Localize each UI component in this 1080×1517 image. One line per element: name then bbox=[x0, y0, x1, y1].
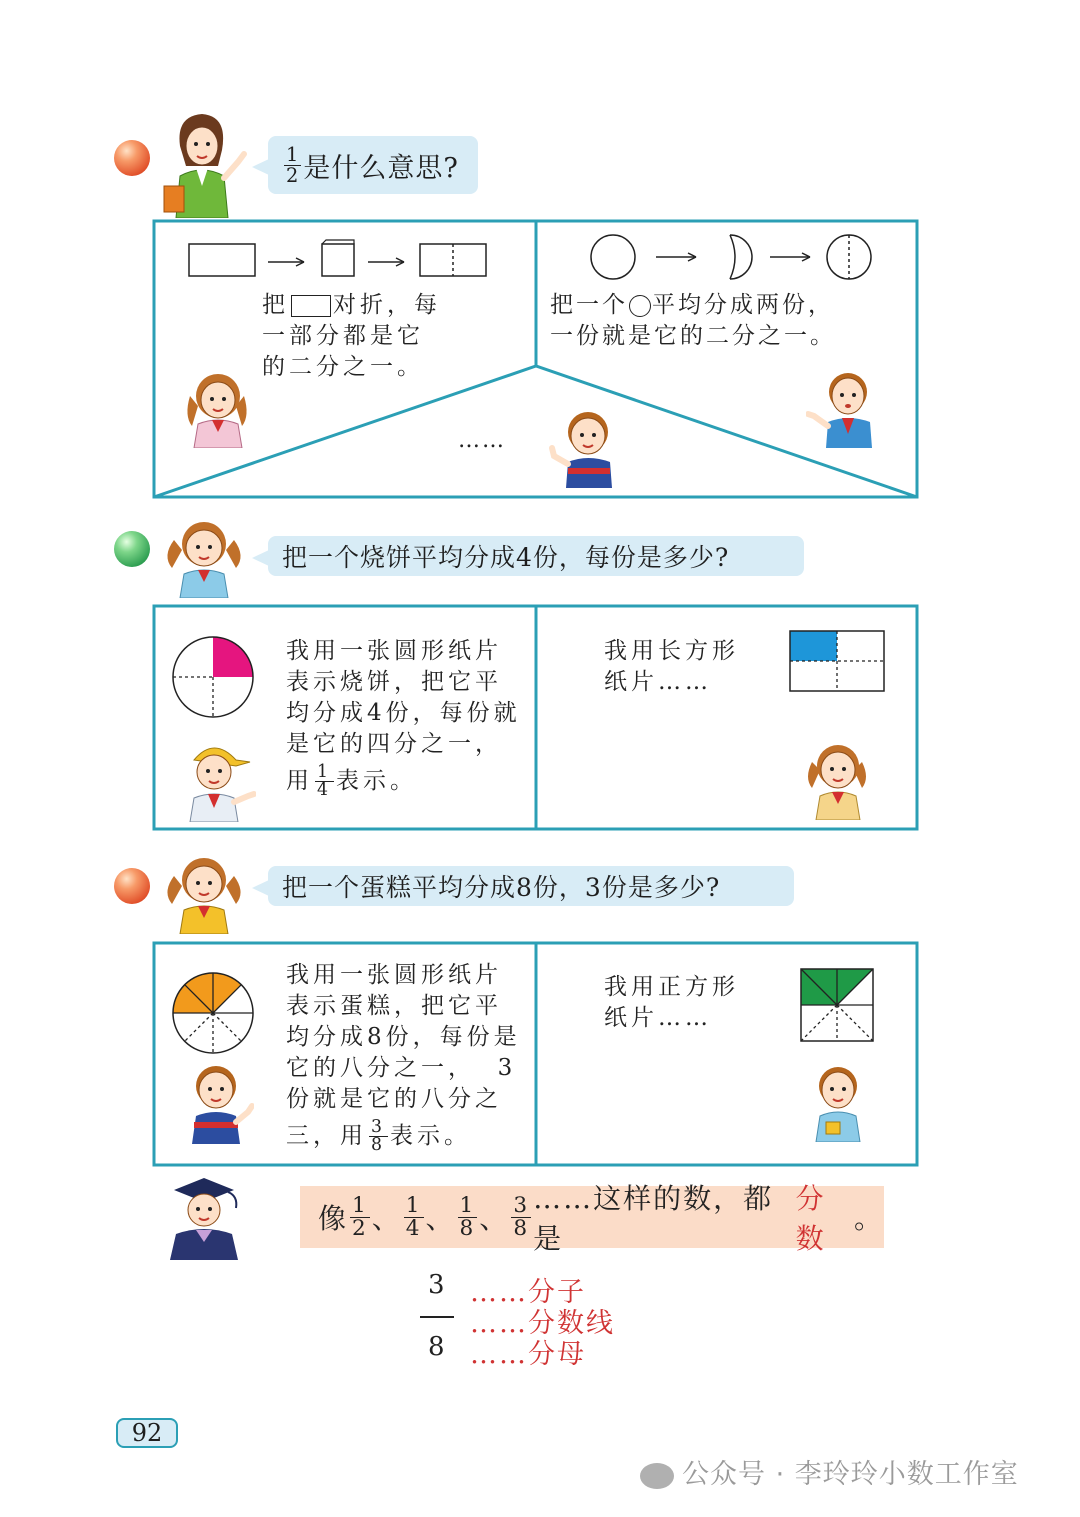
summary-fraction-3: $\frac{1}{8}$ bbox=[459, 1192, 476, 1241]
fraction-numerator: 3 bbox=[428, 1270, 445, 1300]
page-number: 92 bbox=[116, 1418, 178, 1448]
question-fraction: $\frac{1}{2}$ bbox=[286, 143, 300, 187]
section3-left-text: 我用一张圆形纸片 表示蛋糕，把它平 均分成8份，每份是 它的八分之一， 3 份就是它的八分之 三，用 $\frac{3}{8}$ 表示。 bbox=[286, 962, 521, 1156]
fraction-definition-box: 像 $\frac{1}{2}$ 、 $\frac{1}{4}$ 、 $\frac{1}{8}$ 、 $\frac{3}{8}$ ……这样的数，都是 分数 。 bbox=[300, 1186, 884, 1248]
fraction-line-label: ……分数线 bbox=[470, 1308, 615, 1339]
fraction-bar bbox=[420, 1316, 454, 1318]
doctor-figure bbox=[166, 1172, 242, 1260]
wechat-icon bbox=[640, 1463, 674, 1489]
square-eighths-diagram bbox=[800, 968, 876, 1044]
section2-right-text: 我用长方形 纸片…… bbox=[604, 638, 739, 695]
summary-fraction-2: $\frac{1}{4}$ bbox=[405, 1192, 422, 1241]
summary-fraction-4: $\frac{3}{8}$ bbox=[513, 1192, 530, 1241]
section3-question-bubble: 把一个蛋糕平均分成8份，3份是多少? bbox=[268, 866, 794, 906]
ellipsis-text: …… bbox=[458, 428, 506, 453]
one-quarter-fraction: $\frac{1}{4}$ bbox=[317, 762, 332, 801]
rectangle-fold-text: 把 对折，每 一部分都是它 的二分之一。 bbox=[262, 292, 441, 380]
section2-question-bubble: 把一个烧饼平均分成4份，每份是多少? bbox=[268, 536, 804, 576]
numerator-label: ……分子 bbox=[470, 1277, 586, 1308]
three-eighths-fraction: $\frac{3}{8}$ bbox=[371, 1117, 386, 1156]
section3-right-text: 我用正方形 纸片…… bbox=[604, 974, 739, 1031]
fraction-denominator: 8 bbox=[428, 1332, 445, 1362]
watermark-text: 公众号 · 李玲玲小数工作室 bbox=[640, 1452, 1019, 1491]
denominator-label: ……分母 bbox=[470, 1339, 586, 1370]
boy-holding-figure bbox=[800, 1060, 872, 1142]
summary-fraction-1: $\frac{1}{2}$ bbox=[352, 1192, 368, 1241]
fraction-term: 分数 bbox=[795, 1182, 826, 1255]
boy-sweater-figure bbox=[178, 1060, 254, 1144]
circle-fold-text: 把一个 平均分成两份， 一份就是它的二分之一。 bbox=[550, 292, 836, 349]
circle-eighths-diagram bbox=[170, 970, 256, 1056]
section2-left-text: 我用一张圆形纸片 表示烧饼，把它平 均分成4份，每份就 是它的四分之一， 用 $\frac{1}{4}$ 表示。 bbox=[286, 638, 521, 801]
question-text: 是什么意思? bbox=[303, 152, 459, 184]
